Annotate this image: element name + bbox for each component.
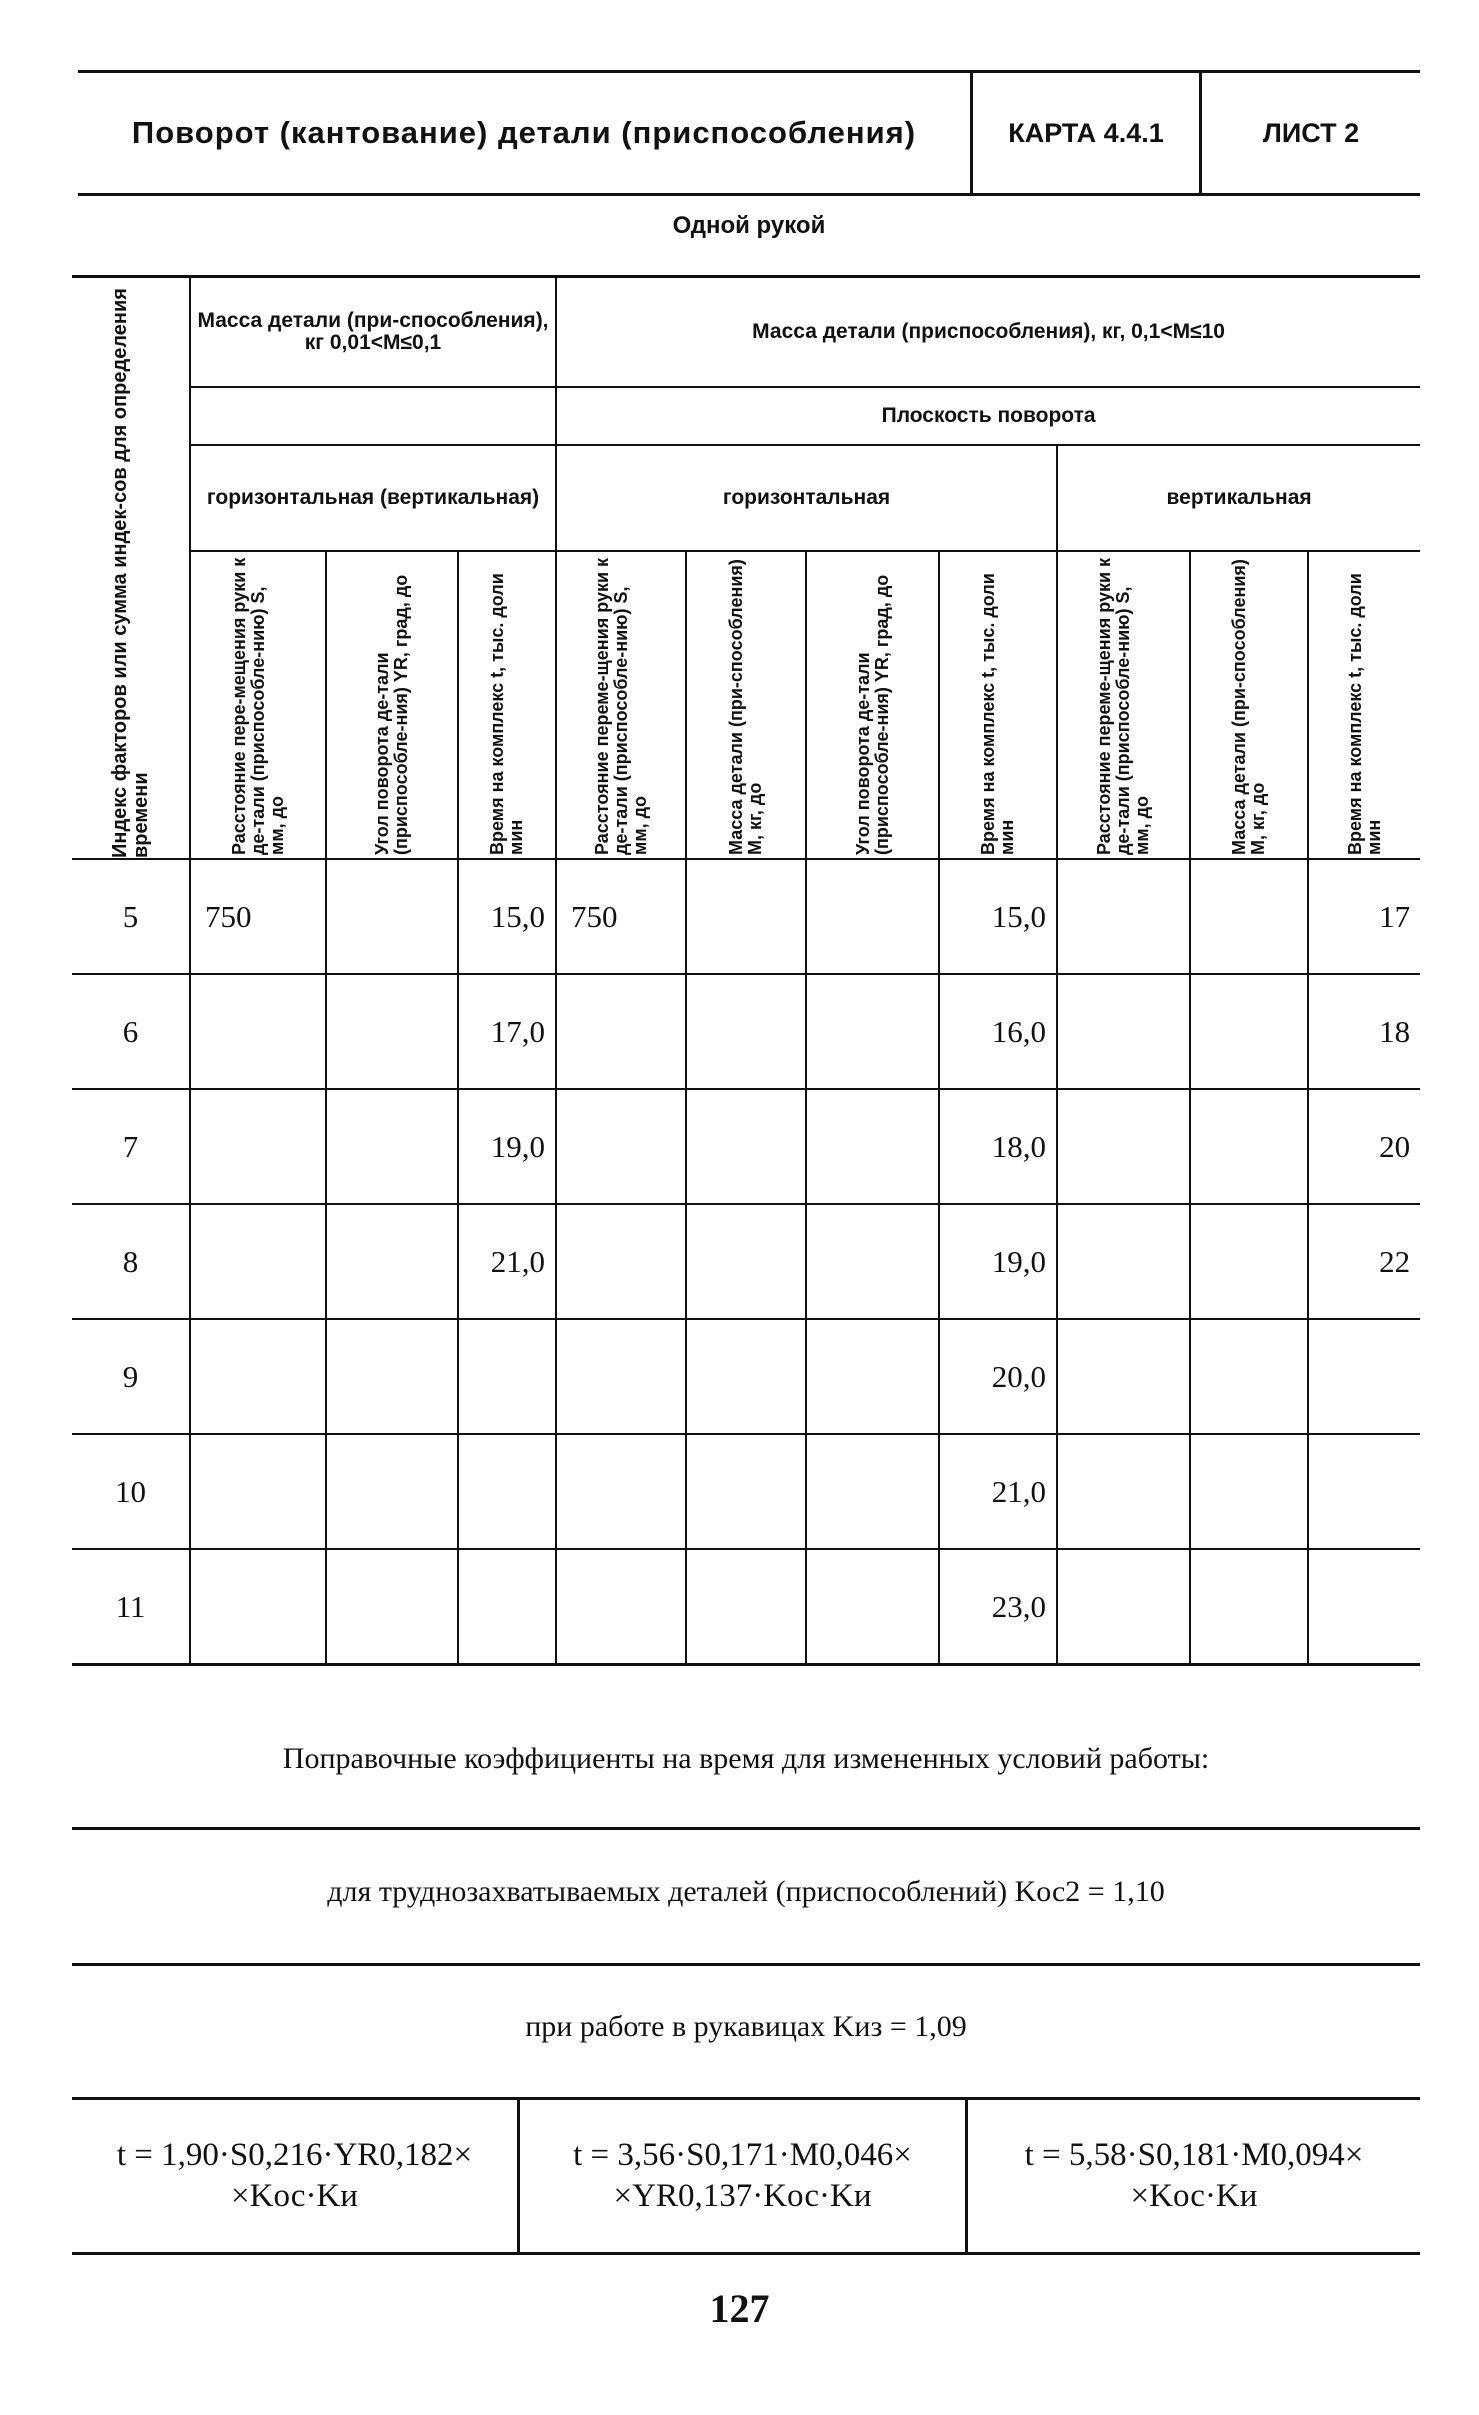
col-header: Время на комплекс t, тыс. доли мин [939,551,1057,859]
table-cell [1190,859,1308,974]
table-cell: 20,0 [939,1319,1057,1434]
table-cell [806,1434,939,1549]
table-cell [190,1549,326,1665]
row-index-cell: 7 [72,1089,190,1204]
table-cell [806,859,939,974]
rotation-plane-header: Плоскость поворота [556,387,1420,445]
table-cell [190,1089,326,1204]
table-cell [326,1549,458,1665]
table-row [72,859,1420,974]
table-cell [686,1549,806,1665]
table-cell [1190,1319,1308,1434]
table-cell [556,1089,686,1204]
table-cell [1057,974,1190,1089]
table-cell [556,1549,686,1665]
col-header: Угол поворота де-тали (приспособле-ния) YR, град, до [806,551,939,859]
table-row [72,1089,1420,1204]
correction-hard-grip: для труднозахватываемых деталей (приспособлений) Kос2 = 1,10 [327,1875,1165,1908]
table-cell: 750 [190,859,326,974]
time-norm-table [72,275,1420,1666]
table-cell: 17,0 [458,974,556,1089]
table-cell [190,1319,326,1434]
table-cell: 19,0 [939,1204,1057,1319]
table-cell [686,1319,806,1434]
table-cell [326,1089,458,1204]
table-cell: 17 [1308,859,1420,974]
table-cell [1057,1549,1190,1665]
table-cell [686,974,806,1089]
table-cell [806,974,939,1089]
col-header: Угол поворота де-тали (приспособле-ния) YR, град, до [326,551,458,859]
table-cell [458,1319,556,1434]
table-cell [686,1089,806,1204]
correction-gloves: при работе в рукавицах Kиз = 1,09 [525,2010,967,2043]
formula-1: t = 1,90·S0,216·YR0,182× ×Kос·Kи [116,2136,473,2214]
table-cell: 15,0 [458,859,556,974]
card-title: Поворот (кантование) детали (приспособления) [131,115,917,150]
table-cell [686,1434,806,1549]
index-header: Индекс факторов или сумма индек-сов для определения времени [72,277,190,860]
table-cell [326,1434,458,1549]
row-index-cell: 10 [72,1434,190,1549]
table-cell [326,1319,458,1434]
page-number: 127 [709,2286,770,2331]
subheader-vertical: вертикальная [1057,445,1420,551]
corrections-heading: Поправочные коэффициенты на время для измененных условий работы: [282,1742,1210,1775]
table-cell [1057,1204,1190,1319]
table-cell [1057,859,1190,974]
col-header: Масса детали (при-способления) M, кг, до [1190,551,1308,859]
divider [72,1963,1420,1966]
table-cell [556,974,686,1089]
table-cell [1190,1089,1308,1204]
table-cell [1190,974,1308,1089]
table-cell: 23,0 [939,1549,1057,1665]
sheet-number: ЛИСТ 2 [1199,73,1420,193]
table-row [72,1319,1420,1434]
table-cell [556,1434,686,1549]
table-cell [806,1089,939,1204]
table-cell [326,974,458,1089]
table-cell: 22 [1308,1204,1420,1319]
table-cell [686,1204,806,1319]
divider [72,1827,1420,1830]
row-index-cell: 11 [72,1549,190,1665]
table-row [72,1434,1420,1549]
table-cell [458,1434,556,1549]
col-header: Расстояние переме-щения руки к де-тали (приспособле-нию) S, мм, до [1057,551,1190,859]
table-row [72,1204,1420,1319]
row-index-cell: 9 [72,1319,190,1434]
table-subtitle: Одной рукой [672,212,826,239]
table-cell [326,1204,458,1319]
table-cell [806,1549,939,1665]
card-number: КАРТА 4.4.1 [970,73,1199,193]
table-cell [1057,1434,1190,1549]
table-row [72,1549,1420,1665]
table-cell: 18,0 [939,1089,1057,1204]
table-cell [1190,1434,1308,1549]
table-cell [1057,1089,1190,1204]
table-cell [556,1319,686,1434]
group-header-heavy: Масса детали (приспособления), кг, 0,1<M≤10 [556,277,1420,388]
table-row [72,974,1420,1089]
table-cell: 21,0 [939,1434,1057,1549]
table-cell [1190,1204,1308,1319]
table-cell: 16,0 [939,974,1057,1089]
table-cell [1308,1549,1420,1665]
table-cell [190,974,326,1089]
table-cell [686,859,806,974]
row-index-cell: 5 [72,859,190,974]
col-header: Расстояние пере-мещения руки к де-тали (приспособле-нию) S, мм, до [190,551,326,859]
table-cell: 750 [556,859,686,974]
table-cell [190,1204,326,1319]
col-header: Масса детали (при-способления) M, кг, до [686,551,806,859]
table-cell: 19,0 [458,1089,556,1204]
table-cell [458,1549,556,1665]
card-header [78,70,1420,196]
table-cell [556,1204,686,1319]
table-cell: 15,0 [939,859,1057,974]
table-cell [190,1434,326,1549]
col-header: Время на комплекс t, тыс. доли мин [1308,551,1420,859]
row-index-cell: 8 [72,1204,190,1319]
col-header: Расстояние переме-щения руки к де-тали (приспособле-нию) S, мм, до [556,551,686,859]
table-body [72,859,1420,1665]
table-cell [806,1319,939,1434]
table-cell: 20 [1308,1089,1420,1204]
table-cell: 18 [1308,974,1420,1089]
formula-2: t = 3,56·S0,171·M0,046× ×YR0,137·Kос·Kи [517,2100,965,2252]
table-cell [326,859,458,974]
table-cell [1308,1319,1420,1434]
table-cell [1308,1434,1420,1549]
table-cell [1057,1319,1190,1434]
row-index-cell: 6 [72,974,190,1089]
table-cell: 21,0 [458,1204,556,1319]
table-cell [1190,1549,1308,1665]
group-header-light: Масса детали (при-способления), кг 0,01<M≤0,1 [190,277,556,388]
table-cell [806,1204,939,1319]
formulas-row [72,2097,1420,2255]
subheader-horizontal-vertical: горизонтальная (вертикальная) [190,445,556,551]
col-header: Время на комплекс t, тыс. доли мин [458,551,556,859]
subheader-horizontal: горизонтальная [556,445,1057,551]
formula-3: t = 5,58·S0,181·M0,094× ×Kос·Kи [965,2100,1420,2252]
